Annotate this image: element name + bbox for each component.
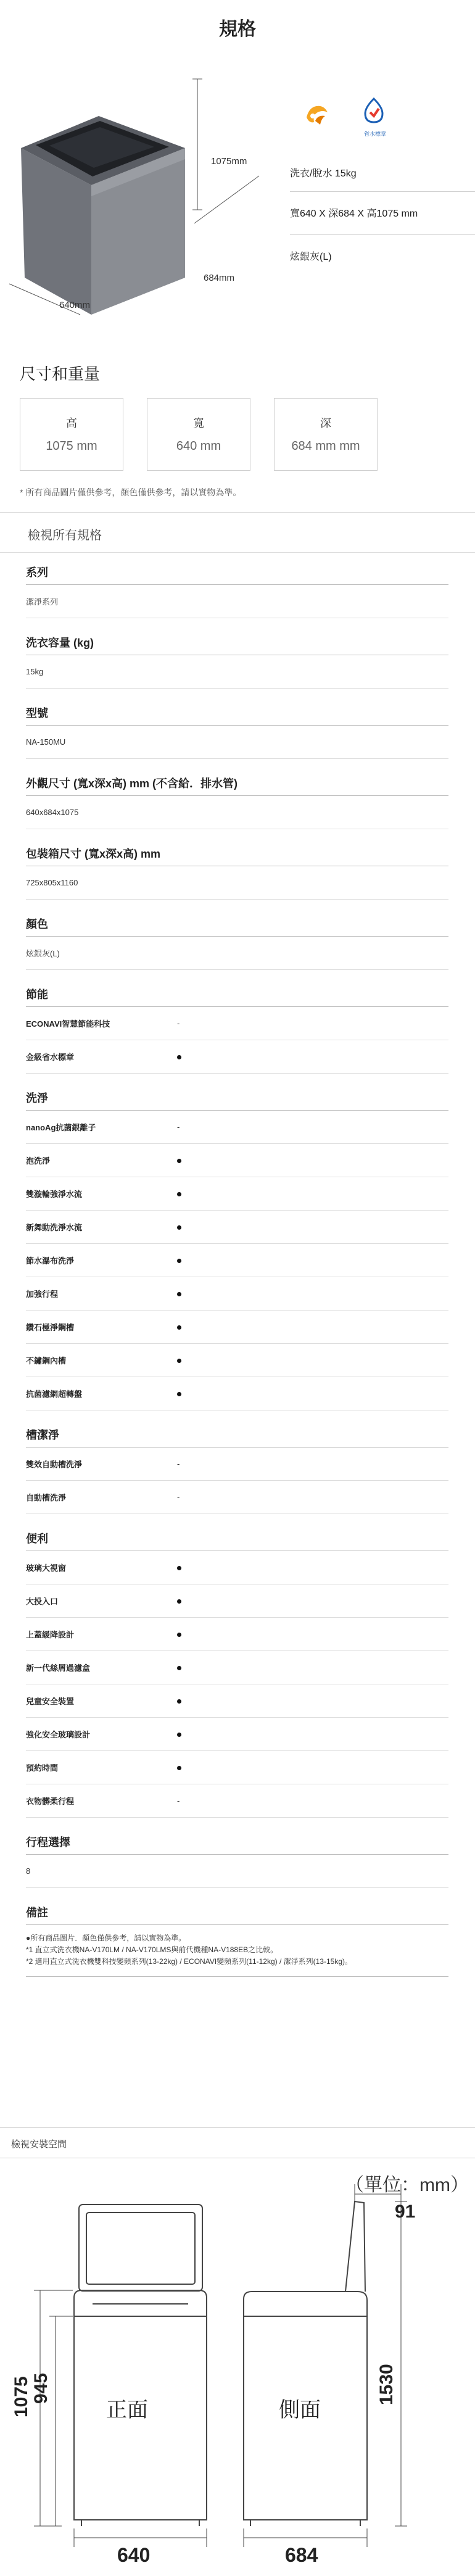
bullet-icon (177, 1633, 181, 1637)
spec-name: 雙效自動槽洗淨 (26, 1460, 83, 1469)
spec-name: nanoAg抗菌銀離子 (26, 1123, 96, 1132)
spec-row (26, 1277, 448, 1311)
spec-group-outer-size: 外觀尺寸 (寬x深x高) mm (不含給．排水管) (26, 759, 448, 796)
spec-value: 炫銀灰(L) (26, 949, 60, 958)
front-view-washer (74, 2205, 207, 2526)
lid-open-height-value: 1530 (376, 2364, 397, 2405)
spec-name: 大投入口 (26, 1597, 59, 1606)
spec-value (177, 1729, 448, 1739)
spec-name: 自動槽洗淨 (26, 1493, 67, 1502)
spec-row (26, 726, 448, 759)
dimensions-title: 尺寸和重量 (20, 365, 101, 383)
spec-group-package-size: 包裝箱尺寸 (寬x深x高) mm (26, 829, 448, 866)
divider (290, 234, 475, 235)
dim-depth-label: 684mm (204, 273, 235, 283)
page-title: 規格 (219, 19, 256, 39)
spec-value (177, 1322, 448, 1331)
side-view-washer (244, 2201, 367, 2526)
dim-card-value: 684 mm mm (291, 439, 360, 453)
spec-row (26, 655, 448, 689)
divider (290, 191, 475, 192)
dim-card-depth (274, 398, 378, 471)
bullet-icon (177, 1733, 181, 1737)
bullet-icon (177, 1159, 181, 1163)
spec-value: 潔淨系列 (26, 597, 59, 607)
dim-height-label: 1075mm (211, 156, 247, 167)
bullet-icon (177, 1359, 181, 1363)
spec-value: 640x684x1075 (26, 808, 79, 817)
spec-name: 兒童安全裝置 (26, 1697, 75, 1706)
spec-name: 金級省水標章 (26, 1053, 75, 1062)
spec-name: 衣物髒柔行程 (26, 1797, 75, 1806)
spec-value (177, 1763, 448, 1772)
front-width-value: 640 (117, 2544, 151, 2566)
spec-value (177, 1696, 448, 1705)
spec-row (26, 866, 448, 900)
side-label: 側面 (279, 2398, 321, 2422)
spec-name: 鑽石極淨鋼槽 (26, 1323, 75, 1332)
remark-line: *2 適用直立式洗衣機雙科技變頻系列(13-22kg) / ECONAVI變頻系列(11-12kg) / 潔淨系列(13-15kg)。 (26, 1957, 352, 1966)
spec-value: - (177, 1493, 180, 1502)
bullet-icon (177, 1192, 181, 1196)
side-depth-value: 684 (285, 2544, 318, 2566)
dim-card-value: 1075 mm (46, 439, 97, 453)
spec-row (26, 1718, 448, 1751)
install-diagram (0, 2158, 475, 2576)
spec-value (177, 1222, 448, 1232)
spec-row (26, 1111, 448, 1144)
spec-name: 上蓋緩降設計 (26, 1630, 75, 1639)
spec-row (26, 1177, 448, 1211)
spec-row (26, 1551, 448, 1584)
spec-row (26, 1784, 448, 1818)
spec-row (26, 1244, 448, 1277)
spec-value (177, 1563, 448, 1572)
top-gap-value: 91 (395, 2201, 416, 2222)
spec-row (26, 1344, 448, 1377)
spec-size: 寬640 X 深684 X 高1075 mm (290, 209, 418, 219)
water-badge-caption: 省水標章 (364, 131, 387, 137)
spec-name: 抗菌濾網超轉盤 (26, 1389, 83, 1399)
bullet-icon (177, 1699, 181, 1704)
spec-value (177, 1256, 448, 1265)
bullet-icon (177, 1055, 181, 1059)
spec-value (177, 1156, 448, 1165)
remark-line: ●所有商品圖片．顏色僅供參考，請以實物為準。 (26, 1934, 186, 1942)
spec-table (26, 553, 448, 1977)
bullet-icon (177, 1225, 181, 1230)
spec-value: - (177, 1459, 180, 1468)
spec-group-wash: 洗淨 (26, 1074, 448, 1111)
spec-value (177, 1052, 448, 1061)
spec-value: 15kg (26, 667, 44, 676)
dim-card-value: 640 mm (176, 439, 221, 453)
water-saving-badge-icon (358, 95, 390, 127)
spec-row (26, 1377, 448, 1410)
bullet-icon (177, 1599, 181, 1604)
spec-value (177, 1289, 448, 1298)
spec-group-convenience: 便利 (26, 1514, 448, 1551)
spec-row (26, 1584, 448, 1618)
spec-name: 新一代絲屑過濾盒 (26, 1663, 91, 1673)
spec-group-color: 顏色 (26, 900, 448, 937)
spec-color: 炫銀灰(L) (290, 252, 332, 262)
spec-row (26, 1651, 448, 1684)
bullet-icon (177, 1292, 181, 1296)
spec-name: 節水瀑布洗淨 (26, 1256, 75, 1265)
front-height-dimension (34, 2290, 73, 2526)
remarks-block (26, 1925, 448, 1977)
bullet-icon (177, 1259, 181, 1263)
spec-value (177, 1189, 448, 1198)
bullet-icon (177, 1766, 181, 1770)
spec-group-remarks: 備註 (26, 1888, 448, 1925)
spec-value (177, 1356, 448, 1365)
image-disclaimer: * 所有商品圖片僅供參考，顏色僅供參考，請以實物為準。 (20, 487, 242, 497)
spec-row (26, 1481, 448, 1514)
install-space-toggle[interactable] (0, 2127, 475, 2158)
spec-name: 強化安全玻璃設計 (26, 1730, 91, 1739)
spec-value: - (177, 1122, 180, 1132)
spec-row (26, 1211, 448, 1244)
spec-group-capacity: 洗衣容量 (kg) (26, 618, 448, 655)
spec-name: 雙漩輪強淨水流 (26, 1190, 83, 1199)
spec-name: 玻璃大視窗 (26, 1563, 67, 1573)
spec-name: 加強行程 (26, 1290, 59, 1299)
spec-value: - (177, 1796, 180, 1805)
spec-name: 預約時間 (26, 1763, 59, 1773)
view-all-specs-label: 檢視所有規格 (28, 529, 102, 542)
unit-label: （單位：mm） (345, 2175, 469, 2195)
dim-width-label: 640mm (59, 300, 91, 310)
spec-row (26, 1618, 448, 1651)
dim-card-label: 寬 (193, 417, 204, 429)
dim-card-width (147, 398, 250, 471)
dim-card-label: 深 (320, 417, 331, 429)
bullet-icon (177, 1325, 181, 1330)
spec-row (26, 1040, 448, 1074)
spec-value: - (177, 1019, 180, 1028)
total-height-value: 1075 (11, 2376, 31, 2417)
spec-group-tub-clean: 槽潔淨 (26, 1410, 448, 1447)
spec-name: 不鏽鋼內槽 (26, 1356, 67, 1365)
top-gap-dimension (355, 2184, 401, 2201)
hero-section (0, 56, 475, 321)
remark-line: *1 直立式洗衣機NA-V170LM / NA-V170LMS與前代機種NA-V188EB之比較。 (26, 1945, 278, 1954)
spec-group-series: 系列 (26, 553, 448, 585)
spec-row (26, 1144, 448, 1177)
spec-name: ECONAVI智慧節能科技 (26, 1019, 110, 1029)
spec-row (26, 1751, 448, 1784)
washer-illustration (0, 56, 284, 321)
bullet-icon (177, 1566, 181, 1570)
spec-row (26, 1855, 448, 1888)
dim-card-label: 高 (66, 417, 77, 429)
bullet-icon (177, 1666, 181, 1670)
spec-row (26, 1311, 448, 1344)
spec-row (26, 585, 448, 618)
energy-saving-badge-icon (300, 99, 332, 131)
body-height-value: 945 (31, 2372, 51, 2404)
spec-value: 725x805x1160 (26, 878, 78, 887)
spec-group-energy: 節能 (26, 970, 448, 1007)
spec-value: NA-150MU (26, 737, 66, 747)
bullet-icon (177, 1392, 181, 1396)
spec-row (26, 1447, 448, 1481)
spec-row (26, 1007, 448, 1040)
spec-row (26, 796, 448, 829)
spec-value (177, 1663, 448, 1672)
spec-name: 泡洗淨 (26, 1156, 51, 1166)
spec-name: 新舞動洗淨水流 (26, 1223, 83, 1232)
spec-value (177, 1630, 448, 1639)
install-space-label: 檢視安裝空間 (11, 2139, 67, 2150)
spec-group-programs: 行程選擇 (26, 1818, 448, 1855)
view-all-specs-toggle[interactable] (0, 512, 475, 553)
spec-row (26, 937, 448, 970)
front-label: 正面 (106, 2398, 148, 2422)
spec-capacity: 洗衣/脫水 15kg (290, 168, 357, 179)
spec-value (177, 1596, 448, 1605)
spec-value: 8 (26, 1866, 31, 1876)
spec-value (177, 1389, 448, 1398)
spec-row (26, 1684, 448, 1718)
spec-group-model: 型號 (26, 689, 448, 726)
dim-card-height (20, 398, 123, 471)
